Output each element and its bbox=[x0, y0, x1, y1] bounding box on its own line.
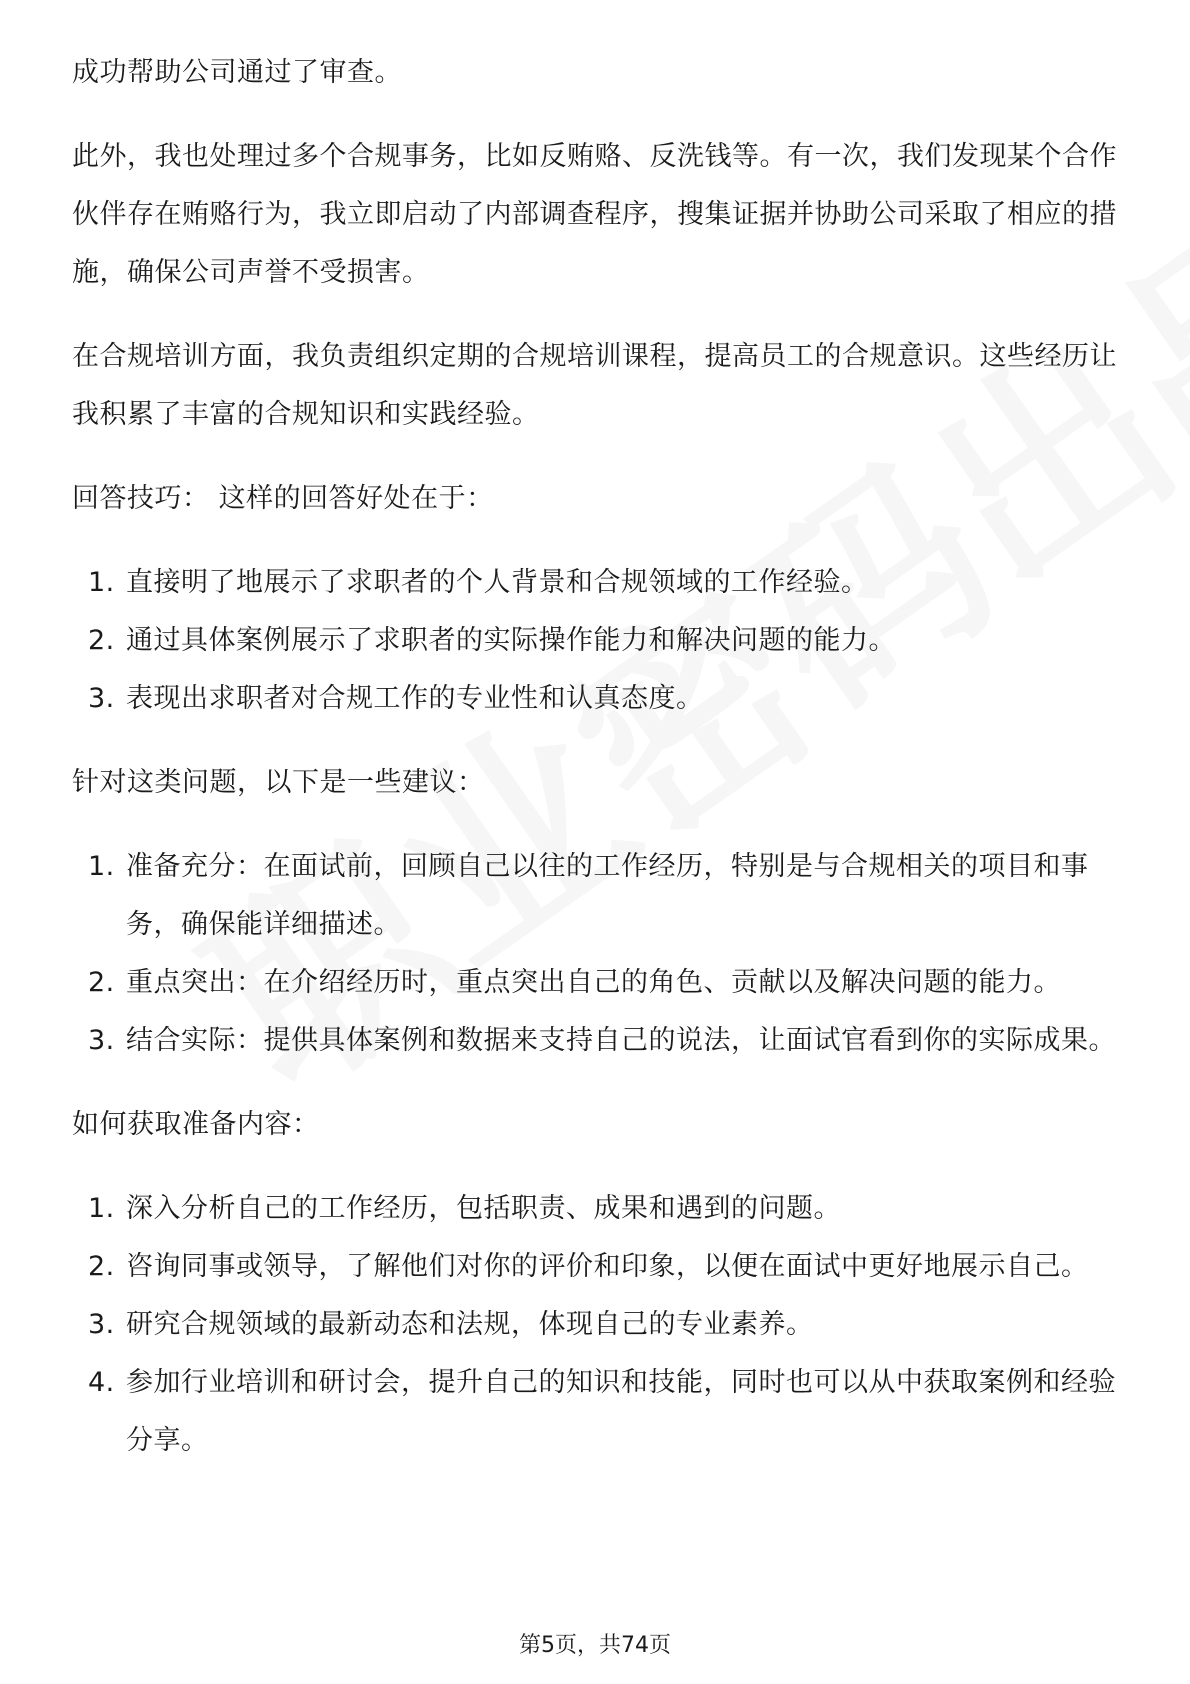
list-item-text: 研究合规领域的最新动态和法规，体现自己的专业素养。 bbox=[126, 1309, 814, 1340]
list-number: 2. bbox=[88, 967, 115, 998]
advice-heading: 针对这类问题，以下是一些建议： bbox=[72, 767, 485, 798]
list-item-text: 直接明了地展示了求职者的个人背景和合规领域的工作经验。 bbox=[126, 567, 869, 598]
list-number: 4. bbox=[88, 1367, 115, 1398]
list-item-text: 重点突出：在介绍经历时，重点突出自己的角色、贡献以及解决问题的能力。 bbox=[126, 967, 1061, 998]
tips-list bbox=[72, 554, 1122, 728]
paragraph-2: 此外，我也处理过多个合规事务，比如反贿赂、反洗钱等。有一次，我们发现某个合作伙伴存在贿赂行为，我立即启动了内部调查程序，搜集证据并协助公司采取了相应的措施，确保公司声誉不受损害。 bbox=[72, 141, 1117, 288]
list-item bbox=[72, 1296, 1122, 1354]
list-item-text: 结合实际：提供具体案例和数据来支持自己的说法，让面试官看到你的实际成果。 bbox=[126, 1025, 1116, 1056]
list-item bbox=[72, 838, 1122, 954]
page-number: 第5页，共74页 bbox=[519, 1633, 671, 1658]
tips-heading: 回答技巧： 这样的回答好处在于： bbox=[72, 483, 494, 514]
prepare-heading: 如何获取准备内容： bbox=[72, 1109, 320, 1140]
paragraph-1: 成功帮助公司通过了审查。 bbox=[72, 57, 402, 88]
list-item-text: 表现出求职者对合规工作的专业性和认真态度。 bbox=[126, 683, 704, 714]
list-item-text: 咨询同事或领导，了解他们对你的评价和印象，以便在面试中更好地展示自己。 bbox=[126, 1251, 1089, 1282]
list-item bbox=[72, 1238, 1122, 1296]
list-number: 3. bbox=[88, 683, 115, 714]
list-item-text: 通过具体案例展示了求职者的实际操作能力和解决问题的能力。 bbox=[126, 625, 896, 656]
list-number: 3. bbox=[88, 1025, 115, 1056]
list-item-text: 参加行业培训和研讨会，提升自己的知识和技能，同时也可以从中获取案例和经验分享。 bbox=[126, 1367, 1116, 1456]
list-item bbox=[72, 612, 1122, 670]
list-number: 2. bbox=[88, 625, 115, 656]
list-item bbox=[72, 1012, 1122, 1070]
list-item bbox=[72, 670, 1122, 728]
list-number: 1. bbox=[88, 567, 115, 598]
document-content bbox=[72, 44, 1122, 1496]
list-item bbox=[72, 554, 1122, 612]
advice-list bbox=[72, 838, 1122, 1070]
prepare-list bbox=[72, 1180, 1122, 1470]
list-number: 1. bbox=[88, 851, 115, 882]
list-item-text: 深入分析自己的工作经历，包括职责、成果和遇到的问题。 bbox=[126, 1193, 841, 1224]
paragraph-3: 在合规培训方面，我负责组织定期的合规培训课程，提高员工的合规意识。这些经历让我积累了丰富的合规知识和实践经验。 bbox=[72, 341, 1117, 430]
list-item-text: 准备充分：在面试前，回顾自己以往的工作经历，特别是与合规相关的项目和事务，确保能详细描述。 bbox=[126, 851, 1089, 940]
list-number: 1. bbox=[88, 1193, 115, 1224]
list-number: 3. bbox=[88, 1309, 115, 1340]
list-item bbox=[72, 1354, 1122, 1470]
list-item bbox=[72, 1180, 1122, 1238]
list-item bbox=[72, 954, 1122, 1012]
list-number: 2. bbox=[88, 1251, 115, 1282]
